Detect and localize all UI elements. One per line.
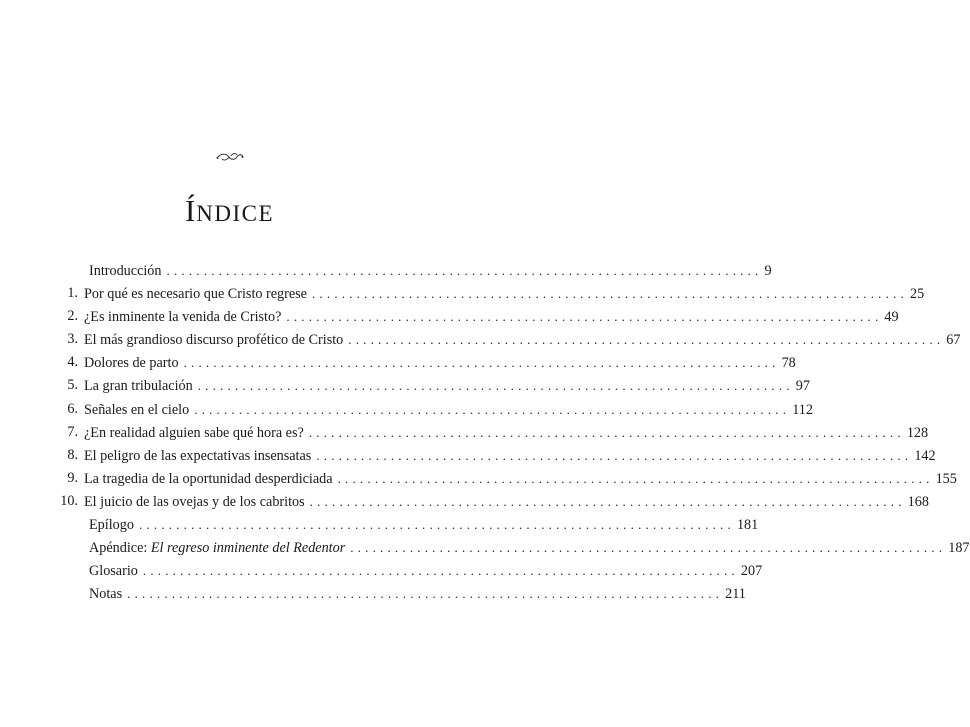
toc-entry-number: 6. [67, 400, 78, 417]
toc-entry-page-number: 207 [740, 563, 763, 580]
dot-leader: ................................................................................ [348, 332, 945, 348]
toc-entry [60, 513, 759, 536]
toc-entry-line [89, 582, 746, 606]
toc-entry-title [84, 306, 286, 329]
toc-entry-title [89, 583, 127, 606]
toc-entry-number: 7. [67, 423, 78, 440]
toc-entry-line [84, 398, 813, 422]
ornament [0, 150, 459, 168]
toc-entry-line [84, 374, 810, 398]
title-rest: NDICE [196, 200, 275, 226]
toc-entry-number: 2. [67, 308, 78, 325]
toc-entry-title [89, 260, 167, 283]
toc-entry-line [89, 559, 763, 583]
dot-leader: ................................................................................ [194, 401, 791, 417]
toc-entry-number: 4. [67, 354, 78, 371]
toc-entry-number: 1. [67, 285, 78, 302]
toc-entry-line [89, 536, 970, 560]
toc-entry-title [84, 329, 348, 352]
toc-entry-title [89, 560, 143, 583]
toc-entry [60, 282, 925, 305]
toc-entry-title [89, 514, 139, 537]
toc-entry-title-text: El peligro de las expectativas insensatas [84, 447, 312, 464]
toc-entry-line [84, 421, 929, 445]
toc-entry [60, 305, 899, 328]
toc-entry-title-text: Epílogo [89, 517, 134, 534]
toc-entry-number: 5. [67, 377, 78, 394]
toc-entry [60, 490, 929, 513]
toc-entry-line [84, 328, 961, 352]
toc-entry-title-text: El más grandioso discurso profético de Cristo [84, 332, 344, 349]
toc-entry-title-text: La gran tribulación [84, 378, 193, 395]
toc-entry [60, 259, 772, 282]
dot-leader: ................................................................................ [183, 355, 780, 371]
toc-entry-title-text: Dolores de parto [84, 355, 179, 372]
toc-entry-number: 3. [67, 331, 78, 348]
toc-entry-title [84, 422, 309, 445]
toc-entry-page-number: 187 [948, 540, 970, 557]
toc-entry-title [84, 352, 184, 375]
toc-entry-page-number: 97 [795, 378, 810, 395]
dot-leader: ................................................................................ [309, 493, 906, 509]
dot-leader: ................................................................................ [350, 540, 947, 556]
toc-entry-page-number: 49 [884, 309, 899, 326]
dot-leader: ................................................................................ [138, 517, 735, 533]
dot-leader: ................................................................................ [127, 586, 724, 602]
toc-entry-page-number: 155 [935, 470, 957, 487]
toc-entry-page-number: 128 [906, 424, 929, 441]
toc-entry-title-text: Glosario [89, 563, 138, 580]
toc-entry-title-text: El juicio de las ovejas y de los cabritos [84, 493, 305, 510]
toc-entry [60, 328, 961, 351]
dot-leader: ................................................................................ [142, 563, 739, 579]
toc-entry-title-text: Notas [89, 586, 123, 603]
table-of-contents [60, 259, 970, 605]
page-title [0, 193, 459, 229]
toc-entry-page-number: 9 [764, 263, 772, 279]
toc-entry-number: 8. [67, 446, 78, 463]
toc-entry-page-number: 168 [907, 493, 929, 510]
toc-entry-line [89, 513, 759, 537]
toc-entry-title [89, 537, 350, 560]
toc-entry [60, 536, 970, 559]
toc-entry-title-text: Señales en el cielo [84, 401, 190, 418]
toc-entry-page-number: 142 [914, 447, 936, 464]
dot-leader: ................................................................................ [166, 263, 763, 278]
dot-leader: ................................................................................ [308, 424, 905, 440]
toc-entry [60, 467, 957, 490]
title-initial: Í [184, 192, 197, 228]
toc-entry-line [84, 351, 796, 375]
toc-entry-title [84, 468, 338, 491]
toc-entry-line [84, 444, 936, 468]
dot-leader: ................................................................................ [316, 447, 913, 463]
toc-entry-title [84, 375, 198, 398]
flourish-ornament-icon [215, 151, 245, 163]
dot-leader: ................................................................................ [311, 286, 908, 302]
toc-entry-page-number: 78 [781, 355, 796, 372]
toc-entry [60, 559, 763, 582]
toc-entry-page-number: 112 [792, 401, 813, 418]
toc-entry-title-text: Introducción [89, 263, 162, 279]
toc-entry-title [84, 445, 316, 468]
toc-entry-line [84, 305, 899, 329]
toc-entry-line [84, 282, 925, 306]
toc-entry [60, 421, 929, 444]
toc-entry-title [84, 399, 194, 422]
toc-entry [60, 351, 796, 374]
toc-entry-page-number: 25 [909, 286, 925, 303]
toc-entry [60, 398, 813, 421]
toc-entry-page-number: 67 [946, 332, 961, 349]
dot-leader: ................................................................................ [197, 378, 794, 394]
toc-entry [60, 374, 810, 397]
toc-entry-page-number: 211 [725, 586, 746, 603]
toc-entry-title-italic: El regreso inminente del Redentor [150, 540, 346, 557]
toc-entry [60, 444, 936, 467]
toc-entry-line [84, 490, 929, 514]
toc-entry-title-text: Apéndice: [89, 540, 151, 557]
toc-entry-page-number: 181 [736, 517, 759, 534]
toc-entry-line [84, 467, 957, 491]
toc-entry-title-text: Por qué es necesario que Cristo regrese [84, 286, 307, 303]
toc-entry [60, 582, 746, 605]
toc-entry-title-text: ¿En realidad alguien sabe qué hora es? [84, 424, 304, 441]
toc-entry-title [84, 283, 312, 306]
toc-entry-line [89, 259, 772, 283]
toc-entry-title-text: La tragedia de la oportunidad desperdiciada [84, 470, 333, 487]
toc-entry-number: 10. [60, 492, 78, 509]
toc-entry-number: 9. [67, 469, 78, 486]
dot-leader: ................................................................................ [337, 470, 934, 486]
toc-entry-title [84, 491, 310, 514]
dot-leader: ................................................................................ [286, 309, 883, 325]
toc-entry-title-text: ¿Es inminente la venida de Cristo? [84, 309, 282, 326]
